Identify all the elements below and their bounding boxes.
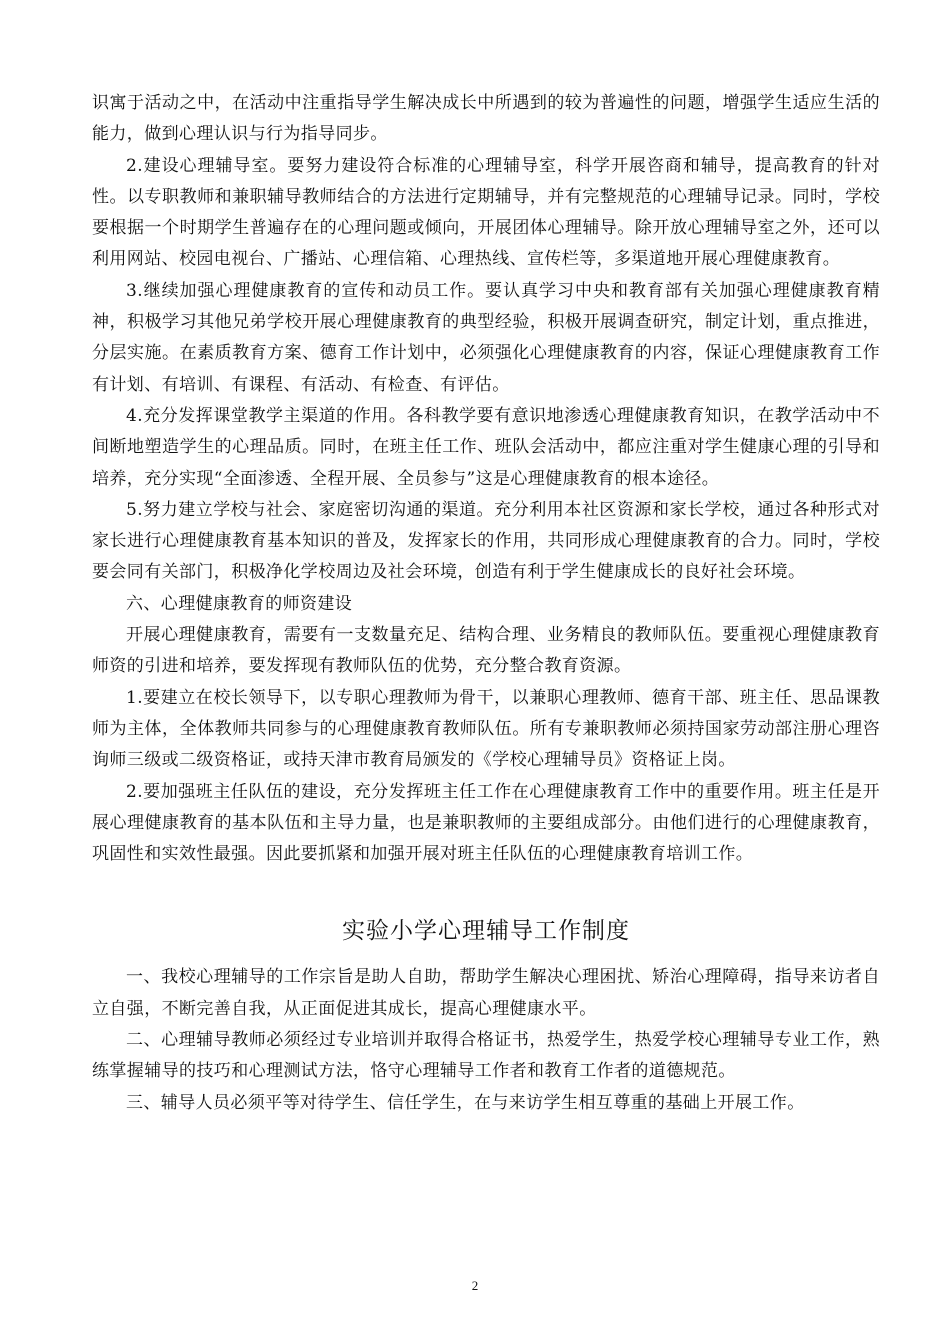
section-6-intro: 开展心理健康教育，需要有一支数量充足、结构合理、业务精良的教师队伍。要重视心理健康教育师资的引进和培养，要发挥现有教师队伍的优势，充分整合教育资源。 xyxy=(92,625,880,677)
section-6-item-2: 2.要加强班主任队伍的建设，充分发挥班主任工作在心理健康教育工作中的重要作用。班主任是开展心理健康教育的基本队伍和主导力量，也是兼职教师的主要组成部分。由他们进行的心理健康教育，巩固性和实效性最强。因此要抓紧和加强开展对班主任队伍的心理健康教育培训工作。 xyxy=(92,781,880,865)
document-title: 实验小学心理辅导工作制度 xyxy=(342,918,630,945)
rule-2-paragraph: 二、心理辅导教师必须经过专业培训并取得合格证书，热爱学生，热爱学校心理辅导专业工作，熟练掌握辅导的技巧和心理测试方法，恪守心理辅导工作者和教育工作者的道德规范。 xyxy=(92,1030,880,1082)
section-6-heading: 六、心理健康教育的师资建设 xyxy=(126,593,353,614)
document-body xyxy=(92,88,880,1119)
rule-1-paragraph: 一、我校心理辅导的工作宗旨是助人自助，帮助学生解决心理困扰、矫治心理障碍，指导来访者自立自强，不断完善自我，从正面促进其成长，提高心理健康水平。 xyxy=(92,967,880,1019)
rule-3-paragraph: 三、辅导人员必须平等对待学生、信任学生，在与来访学生相互尊重的基础上开展工作。 xyxy=(126,1092,805,1113)
page-number: 2 xyxy=(471,1278,479,1293)
item-4-paragraph: 4.充分发挥课堂教学主渠道的作用。各科教学要有意识地渗透心理健康教育知识，在教学活动中不间断地塑造学生的心理品质。同时，在班主任工作、班队会活动中，都应注重对学生健康心理的引导和培养，充分实现“全面渗透、全程开展、全员参与”这是心理健康教育的根本途径。 xyxy=(92,405,880,489)
item-5-paragraph: 5.努力建立学校与社会、家庭密切沟通的渠道。充分利用本社区资源和家长学校，通过各种形式对家长进行心理健康教育基本知识的普及，发挥家长的作用，共同形成心理健康教育的合力。同时，学校要会同有关部门，积极净化学校周边及社会环境，创造有利于学生健康成长的良好社会环境。 xyxy=(92,499,880,583)
continuation-paragraph: 识寓于活动之中，在活动中注重指导学生解决成长中所遇到的较为普遍性的问题，增强学生适应生活的能力，做到心理认识与行为指导同步。 xyxy=(92,93,880,145)
item-2-paragraph: 2.建设心理辅导室。要努力建设符合标准的心理辅导室，科学开展咨商和辅导，提高教育的针对性。以专职教师和兼职辅导教师结合的方法进行定期辅导，并有完整规范的心理辅导记录。同时，学校要根据一个时期学生普遍存在的心理问题或倾向，开展团体心理辅导。除开放心理辅导室之外，还可以利用网站、校园电视台、广播站、心理信箱、心理热线、宣传栏等，多渠道地开展心理健康教育。 xyxy=(92,155,880,270)
section-6-item-1: 1.要建立在校长领导下，以专职心理教师为骨干，以兼职心理教师、德育干部、班主任、思品课教师为主体，全体教师共同参与的心理健康教育教师队伍。所有专兼职教师必须持国家劳动部注册心理咨询师三级或二级资格证，或持天津市教育局颁发的《学校心理辅导员》资格证上岗。 xyxy=(92,687,880,771)
item-3-paragraph: 3.继续加强心理健康教育的宣传和动员工作。要认真学习中央和教育部有关加强心理健康教育精神，积极学习其他兄弟学校开展心理健康教育的典型经验，积极开展调查研究，制定计划，重点推进，分层实施。在素质教育方案、德育工作计划中，必须强化心理健康教育的内容，保证心理健康教育工作有计划、有培训、有课程、有活动、有检查、有评估。 xyxy=(92,280,880,395)
